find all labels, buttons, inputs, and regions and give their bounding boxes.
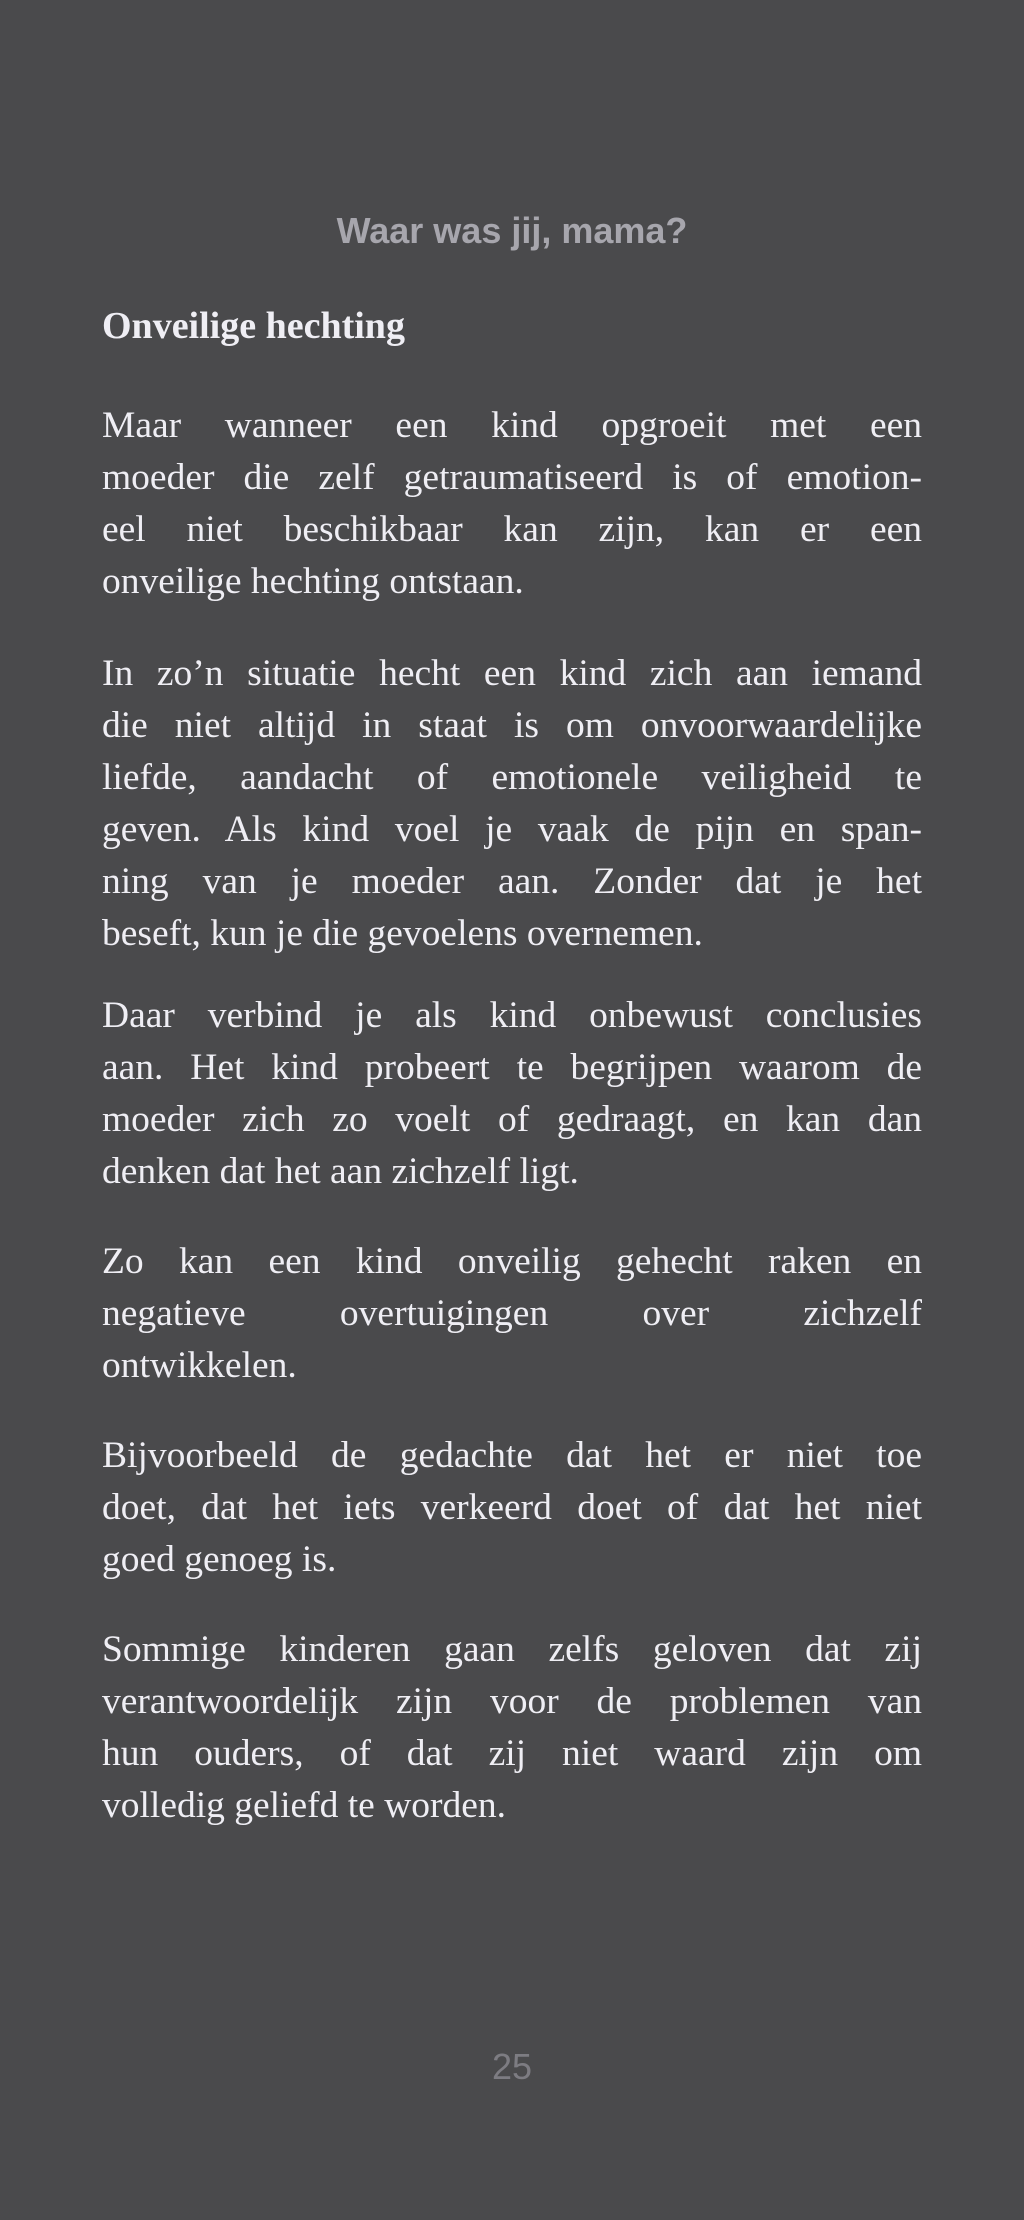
text-line: ontwikkelen. — [102, 1345, 297, 1386]
text-line: Bijvoorbeeld de gedachte dat het er niet toe — [102, 1435, 922, 1476]
text-line: onveilige hechting ontstaan. — [102, 561, 524, 602]
page-number: 25 — [491, 2046, 533, 2087]
text-line: Zo kan een kind onveilig gehecht raken en — [102, 1241, 922, 1282]
text-line: hun ouders, of dat zij niet waard zijn om — [102, 1733, 922, 1774]
paragraph — [102, 1430, 922, 1586]
paragraph — [102, 990, 922, 1198]
text-line: doet, dat het iets verkeerd doet of dat het niet — [102, 1487, 922, 1528]
text-line: geven. Als kind voel je vaak de pijn en span- — [102, 809, 922, 850]
running-title: Waar was jij, mama? — [336, 210, 688, 251]
text-line: negatieve overtuigingen over zichzelf — [102, 1293, 922, 1334]
text-line: die niet altijd in staat is om onvoorwaardelijke — [102, 705, 922, 746]
page-content — [102, 300, 922, 1826]
paragraph — [102, 1624, 922, 1832]
text-line: beseft, kun je die gevoelens overnemen. — [102, 913, 703, 954]
text-line: verantwoordelijk zijn voor de problemen van — [102, 1681, 922, 1722]
chapter-heading: Onveilige hechting — [102, 305, 405, 347]
text-line: ning van je moeder aan. Zonder dat je het — [102, 861, 922, 902]
text-line: In zo’n situatie hecht een kind zich aan iemand — [102, 653, 922, 694]
paragraph — [102, 400, 922, 608]
paragraph — [102, 1236, 922, 1392]
text-line: denken dat het aan zichzelf ligt. — [102, 1151, 579, 1192]
text-line: goed genoeg is. — [102, 1539, 337, 1580]
text-line: Sommige kinderen gaan zelfs geloven dat zij — [102, 1629, 922, 1670]
text-line: Maar wanneer een kind opgroeit met een — [102, 405, 922, 446]
text-line: aan. Het kind probeert te begrijpen waarom de — [102, 1047, 922, 1088]
text-line: eel niet beschikbaar kan zijn, kan er een — [102, 509, 922, 550]
text-line: volledig geliefd te worden. — [102, 1785, 507, 1826]
text-line: moeder die zelf getraumatiseerd is of emotion- — [102, 457, 922, 498]
text-line: moeder zich zo voelt of gedraagt, en kan dan — [102, 1099, 922, 1140]
paragraph — [102, 648, 922, 960]
text-line: liefde, aandacht of emotionele veiligheid te — [102, 757, 922, 798]
text-line: Daar verbind je als kind onbewust conclusies — [102, 995, 922, 1036]
